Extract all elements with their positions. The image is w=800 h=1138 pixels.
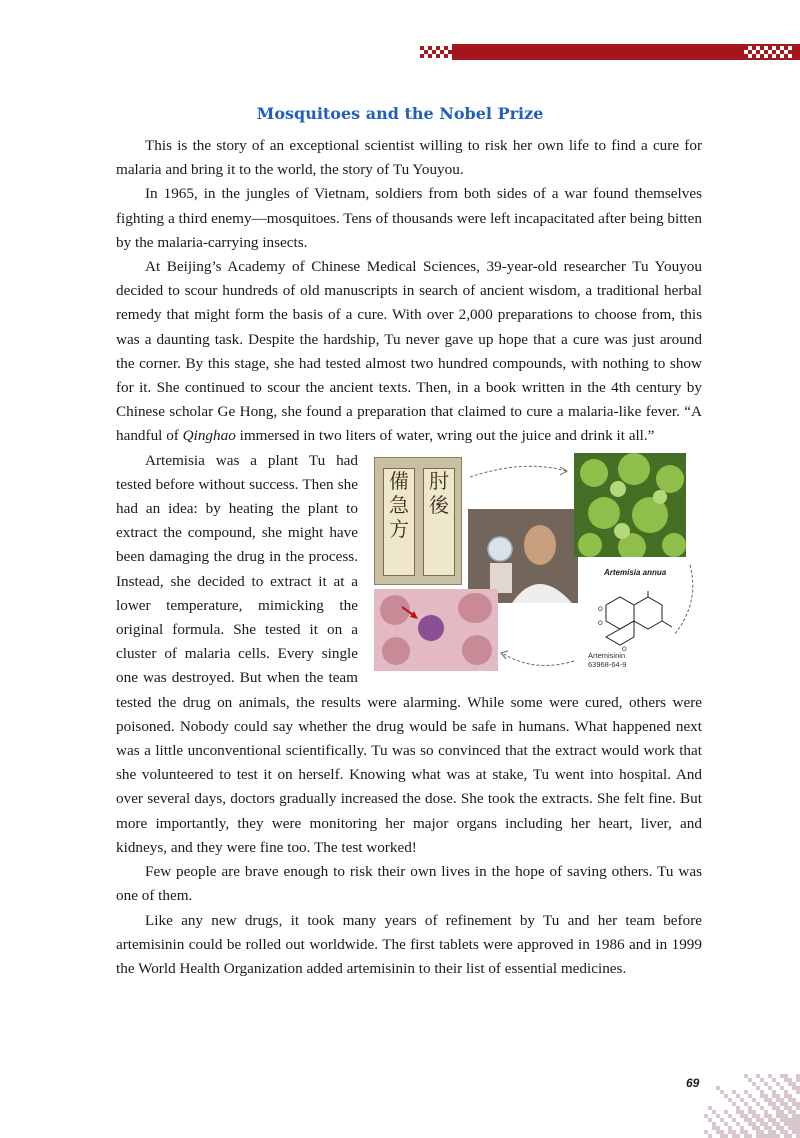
- paragraph: This is the story of an exceptional scientist willing to risk her own life to find a cure for malaria and bring it to the world, the story of Tu Youyou.: [116, 137, 702, 179]
- artemisinin-structure: [584, 591, 684, 653]
- artemisinin-figure: [374, 453, 702, 673]
- malaria-cells-image: [374, 589, 498, 671]
- paragraph: [116, 255, 702, 449]
- emphasis-qinghao: Qinghao: [182, 427, 236, 445]
- molecule-label: [588, 651, 626, 669]
- artemisia-plant-photo: [574, 453, 686, 557]
- molecule-name: Artemisinin: [588, 650, 626, 660]
- svg-text:O: O: [598, 605, 603, 613]
- page-number: 69: [686, 1076, 700, 1090]
- svg-text:O: O: [622, 645, 627, 653]
- svg-text:O: O: [598, 619, 603, 627]
- paragraph: Few people are brave enough to risk their own lives in the hope of saving others. Tu was one of them.: [116, 863, 702, 905]
- article-title: Mosquitoes and the Nobel Prize: [256, 104, 544, 123]
- paragraph-text: immersed in two liters of water, wring out the juice and drink it all.”: [239, 427, 655, 445]
- paragraph-text: At Beijing’s Academy of Chinese Medical Sciences, 39-year-old researcher Tu Youyou decided to scour hundreds of old manuscripts in search of ancient wisdom, a traditional herbal remedy that might form the basis of a cure. With over 2,000 preparations to choose from, this was a daunting task. Despite the hardship, Tu never gave up hope that a cure was just around the corner. By this stage, she had tested almost two hundred compounds, with nothing to show for it. She continued to scour the ancient texts. Then, in a book written in the 4th century by Chinese scholar Ge Hong, she found a preparation that claimed to cure a malaria-like fever. “A handful of: [116, 258, 702, 445]
- arrow-icon: [400, 605, 422, 623]
- paragraph: Like any new drugs, it took many years of refinement by Tu and her team before artemisinin could be rolled out worldwide. The first tablets were approved in 1986 and in 1999 the World Health Organization added artemisinin to their list of essential medicines.: [116, 911, 702, 977]
- book-title-column: 備急方: [383, 468, 415, 576]
- paragraph: Artemisia was a plant Tu had tested before without success. Then she had an idea: by heating the plant to extract the compound, she might have been damaging the drug in the process. Instead, she decided to extract it at a lower temperature, mimicking the original formula. She tested it on a cluster of malaria cells. Every single one was destroyed. But when the team tested the drug on animals, the results were alarming. While some were cured, others were poisoned. Nobody could say whether the drug would be safe in humans. What happened next was a little unconventional scientifically. Tu was so convinced that the extract would work that she volunteered to test it on herself. Knowing what was at stake, Tu went into hospital. And over several days, doctors gradually increased the dose. She took the extracts. She felt fine. But more importantly, they were monitoring her major organs including her heart, liver, and kidneys, and they were fine too. The test worked!: [116, 451, 702, 856]
- ancient-book-image: [374, 457, 462, 585]
- paragraph: In 1965, in the jungles of Vietnam, soldiers from both sides of a war found themselves fighting a third enemy—mosquitoes. Tens of thousands were left incapacitated after being bitten by the malaria-carrying insects.: [116, 185, 702, 251]
- molecule-cas-number: 63968-64-9: [588, 659, 627, 669]
- plant-label: Artemisia annua: [604, 567, 667, 577]
- book-title-column: 肘後: [423, 468, 455, 576]
- article-body: [116, 134, 702, 981]
